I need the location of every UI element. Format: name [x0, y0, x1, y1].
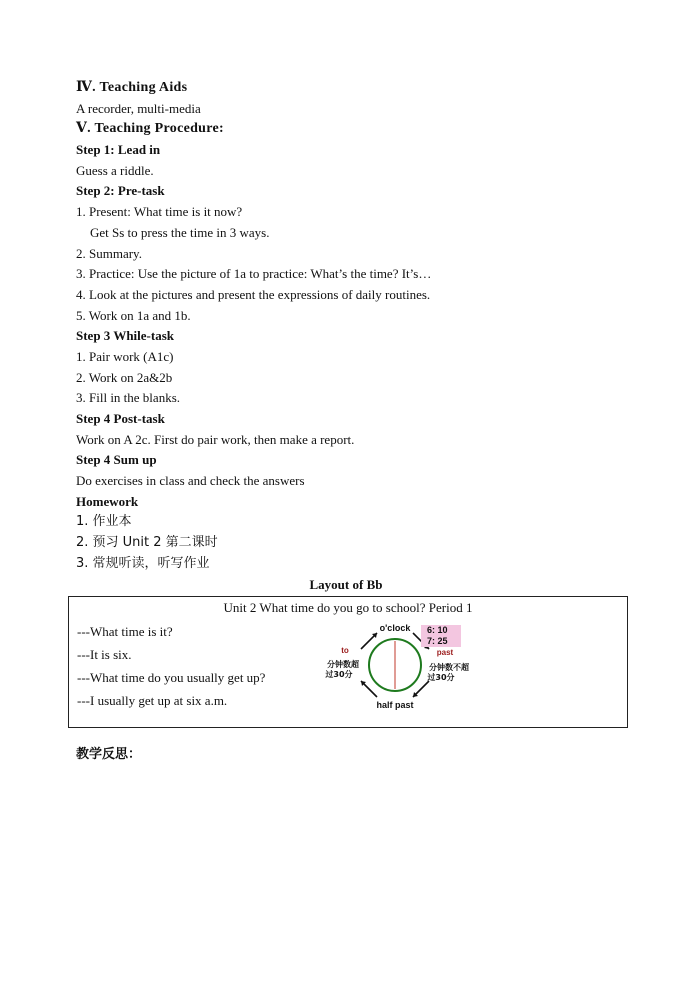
homework-line: 2. 预习 Unit 2 第二课时 [76, 535, 218, 551]
step2-line: 3. Practice: Use the picture of 1a to practice: What’s the time? It’s… [76, 266, 432, 282]
step2-line: 1. Present: What time is it now? [76, 204, 243, 220]
right-note-line1: 分钟数不超 [429, 663, 469, 672]
step1-title: Step 1: Lead in [76, 142, 161, 158]
lesson-plan [76, 78, 636, 595]
time-example: 7: 25 [427, 636, 448, 646]
step3-line: 3. Fill in the blanks. [76, 390, 180, 406]
homework-title: Homework [76, 493, 139, 509]
step3-title: Step 3 While-task [76, 328, 174, 344]
homework-line: 3. 常规听读，听写作业 [76, 555, 210, 571]
step2-line: 5. Work on 1a and 1b. [76, 307, 191, 323]
dialogue-line: ---What time is it? [77, 624, 173, 639]
step4-post-task-line: Work on A 2c. First do pair work, then make a report. [76, 431, 355, 447]
blackboard-layout-box [68, 596, 628, 728]
step1-line: Guess a riddle. [76, 162, 154, 178]
step4-post-task-title: Step 4 Post-task [76, 411, 165, 426]
step2-line: 4. Look at the pictures and present the expressions of daily routines. [76, 286, 431, 302]
step3-line: 2. Work on 2a&2b [76, 369, 173, 385]
procedure-heading: Ⅴ. Teaching Procedure: [76, 121, 225, 137]
step2-line: Get Ss to press the time in 3 ways. [90, 224, 270, 240]
teaching-aids-text: A recorder, multi-media [76, 100, 201, 116]
teaching-aids-heading: Ⅳ. Teaching Aids [76, 80, 188, 95]
board-layout-heading: Layout of Bb [309, 576, 383, 592]
step2-line: 2. Summary. [76, 245, 142, 261]
time-examples [421, 625, 461, 647]
time-example: 6: 10 [427, 625, 448, 635]
step4-sum-up-title: Step 4 Sum up [76, 452, 157, 468]
label-to: to [341, 646, 349, 655]
left-note-line1: 分钟数超 [327, 660, 359, 669]
label-half-past: half past [376, 700, 414, 710]
dialogue-line: ---I usually get up at six a.m. [77, 693, 228, 708]
step3-line: 1. Pair work (A1c) [76, 348, 174, 364]
dialogue-line: ---What time do you usually get up? [77, 670, 266, 685]
dialogue-line: ---It is six. [77, 647, 132, 662]
left-note-line2: 过30分 [325, 670, 353, 679]
step4-sum-up-line: Do exercises in class and check the answers [76, 473, 305, 489]
label-past: past [436, 648, 454, 657]
board-title: Unit 2 What time do you go to school? Period 1 [223, 600, 473, 615]
right-note-line2: 过30分 [427, 673, 455, 682]
step2-title: Step 2: Pre-task [76, 183, 165, 199]
homework-line: 1. 作业本 [76, 514, 132, 530]
label-oclock: o'clock [379, 623, 411, 633]
teaching-reflection-heading: 教学反思： [76, 747, 142, 762]
